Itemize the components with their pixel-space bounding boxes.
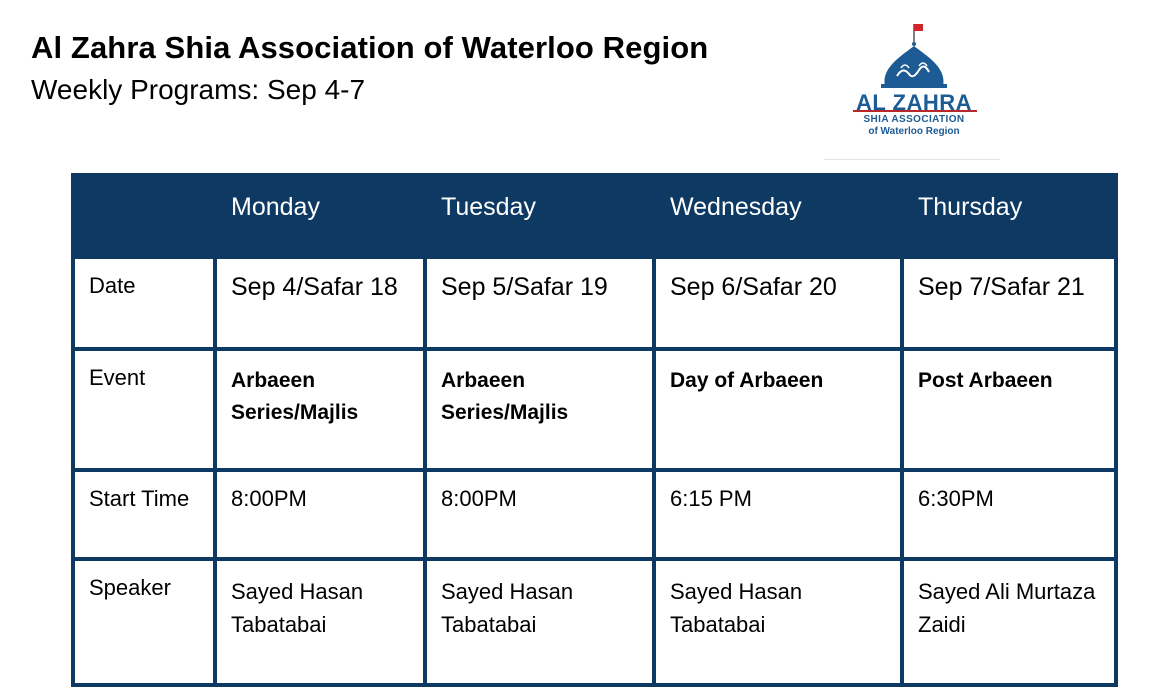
row-label: Speaker [73,559,215,685]
table-cell: 6:30PM [902,470,1116,559]
table-cell: Arbaeen Series/Majlis [425,349,654,470]
table-row-event [73,349,1116,470]
table-cell: Post Arbaeen [902,349,1116,470]
table-cell: Day of Arbaeen [654,349,902,470]
header-corner [73,175,215,257]
table-cell: Sep 5/Safar 19 [425,257,654,349]
header-tuesday: Tuesday [425,175,654,257]
table-cell: Sayed Hasan Tabatabai [425,559,654,685]
table-cell: Sayed Hasan Tabatabai [215,559,425,685]
header-wednesday: Wednesday [654,175,902,257]
table-cell: Sep 4/Safar 18 [215,257,425,349]
header-thursday: Thursday [902,175,1116,257]
logo-wordmark: AL ZAHRA [855,90,973,115]
row-label: Event [73,349,215,470]
table-cell: 8:00PM [425,470,654,559]
table-row-date [73,257,1116,349]
organization-logo [835,20,993,145]
table-cell: Sep 7/Safar 21 [902,257,1116,349]
page-subtitle: Weekly Programs: Sep 4-7 [31,74,366,105]
page-title: Al Zahra Shia Association of Waterloo Region [31,30,709,65]
table-cell: Sayed Ali Murtaza Zaidi [902,559,1116,685]
table-row-speaker [73,559,1116,685]
table-cell: 8:00PM [215,470,425,559]
logo-tagline-region: of Waterloo Region [868,126,960,137]
row-label: Date [73,257,215,349]
table-cell: Sayed Hasan Tabatabai [654,559,902,685]
table-cell: 6:15 PM [654,470,902,559]
table-cell: Arbaeen Series/Majlis [215,349,425,470]
row-label: Start Time [73,470,215,559]
table-row-start-time [73,470,1116,559]
logo-tagline: SHIA ASSOCIATION [863,114,965,125]
table-cell: Sep 6/Safar 20 [654,257,902,349]
table-header-row [73,175,1116,257]
weekly-schedule-table [71,173,1118,687]
header-monday: Monday [215,175,425,257]
logo-divider [824,159,1000,160]
